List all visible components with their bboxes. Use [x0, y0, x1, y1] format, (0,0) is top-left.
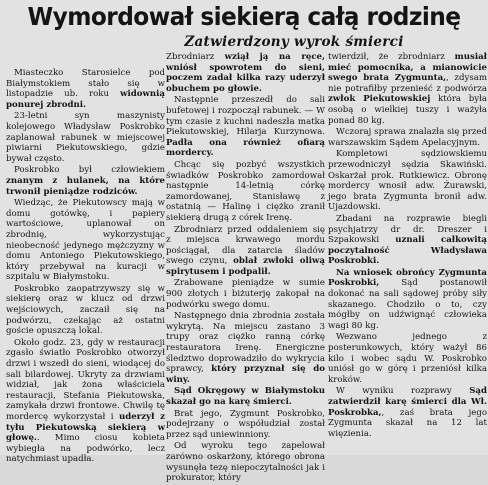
- bold-text-run: uznali całkowitą poczytalność Władysława Poskrobki.: [328, 235, 487, 267]
- text-run: W wyniku rozprawy: [336, 386, 470, 397]
- article-paragraph: [166, 278, 325, 310]
- text-run: 23-letni syn maszynisty kolejowego Władysław Poskrobko zaplanował rabunek w miejscowej piwiarni Piekutowskiego, gdzie bywał często.: [6, 111, 165, 164]
- text-run: Wiedząc, że Piekutowscy mają w domu gotówkę, i papiery wartościowe, uplanował on zbrodnię, wykorzystując nieobecność jedynego mężczyzny w domu Antoniego Piekutowskiego, który przebywał na kuracji w szpitalu w Białymstoku.: [6, 198, 165, 283]
- article-column-1: [6, 68, 165, 466]
- article-paragraph: [328, 386, 487, 439]
- text-run: Zbadani na rozprawie biegli psychjatrzy dr dr. Dreszer i Szpakowski: [328, 213, 487, 246]
- text-run: Chcąc się pozbyć wszystkich świadków Poskrobko zamordował następnie 14-letnią córkę zamordowanej, Stanisławę z ostatnią — Halinę i ciężko zranił siekierą drugą z córek Irenę.: [166, 159, 325, 223]
- article-column-3: [328, 52, 487, 440]
- article-paragraph: [166, 225, 325, 278]
- bold-text-run: Sąd Okręgowy w Białymstoku skazał go na karę śmierci.: [166, 386, 325, 407]
- text-run: Następnego dnia zbrodnia została wykrytą. Na miejscu zastano 3 trupy oraz ciężko ranną córkę restauratora Irenę. Energiczne śledztwo doprowadziło do wykrycia sprawcy,: [166, 311, 325, 375]
- bold-text-run: zwłok Piekutowskiej: [328, 94, 431, 105]
- bold-text-run: musiał mieć pomocnika, a mianowicie swego brata Zygmunta,: [328, 52, 487, 84]
- article-paragraph: [166, 441, 325, 483]
- article-paragraph: [166, 409, 325, 441]
- bold-text-run: Na wniosek obrońcy Zygmunta Poskrobki,: [328, 267, 487, 289]
- text-run: Następnie przeszedł do sali bufetowej i rozpoczął rabunek. — W tym czasie z kuchni nadeszła matka Piekutowskiej, Hilarja Kurzynowa.: [166, 95, 325, 138]
- text-run: Od wyroku tego zapelował zarówno oskarżony, którego obrona wysunęła tezę niepoczytalności jak i prokurator, który: [166, 441, 325, 484]
- bold-text-run: Padła ona również ofiarą mordercy.: [166, 137, 325, 159]
- article-paragraph: [6, 111, 165, 164]
- text-run: Poskrobko był człowiekiem: [14, 165, 165, 176]
- bold-text-run: Sąd zatwierdził karę śmierci dla Wł. Poskrobka,: [328, 386, 487, 418]
- bold-text-run: oblał zwłoki oliwą spirytusem i podpalił.: [166, 256, 325, 277]
- text-run: Miasteczko Starosielce pod Białymstokiem stało się w listopadzie ub. roku: [6, 68, 165, 100]
- article-paragraph: [166, 311, 325, 385]
- subheadline: Zatwierdzony wyrok śmierci: [184, 34, 404, 50]
- article-paragraph: [6, 68, 165, 110]
- text-run: Zbrodniarz przed oddaleniem się z miejsca krwawego mordu pościągał, dla zatarcia śladów swego czynu,: [166, 224, 325, 267]
- text-run: Wczoraj sprawa znalazła się przed warszawskim Sądem Apelacyjnym.: [328, 127, 487, 148]
- article-paragraph: [6, 284, 165, 337]
- bold-text-run: znanym z hulanek, na które trwonił pieniądze rodziców.: [6, 175, 165, 197]
- bold-text-run: uderzył z tyłu Piekutowską siekierą w głowę.: [6, 412, 166, 444]
- article-paragraph: [166, 52, 325, 94]
- article-paragraph: [6, 198, 165, 283]
- text-run: Brat jego, Zygmunt Poskrobko, podejrzany o współudział został przez sąd uniewinniony.: [166, 408, 325, 440]
- bold-text-run: który przyznał się do winy.: [166, 364, 325, 385]
- text-run: Kompletowi sędziowskiemu przewodniczył sędzia Skawiński. Oskarżał prok. Rutkiewicz. Obronę mordercy wnosił adw. Żurawski, jego brata Zygmunta bronił adw. Ujazdowski.: [328, 149, 487, 213]
- text-run: Zrabowane pieniądze w sumie 900 złotych i biżuterję zakopał na podwórku swego domu.: [166, 278, 325, 310]
- text-run: . Mimo ciosu kobieta wybiegła na podwórko, lecz natychmiast upadła.: [6, 433, 165, 465]
- article-paragraph: [328, 52, 487, 126]
- text-run: Sąd postanowił dokonać na sali sądowej próby siły skazanego. Chodziło o to, czy mógłby on udźwignąć człowieka wagi 80 kg.: [328, 278, 487, 331]
- text-run: która była osobą o wielkiej tuszy i ważyła ponad 80 kg.: [328, 94, 487, 126]
- bold-text-run: widownią ponurej zbrodni.: [6, 89, 165, 110]
- text-run: , zaś brata jego Zygmunta skazał na 12 lat więzienia.: [328, 407, 487, 439]
- article-paragraph: [328, 332, 487, 385]
- article-paragraph: [166, 386, 325, 407]
- text-run: Około godz. 23, gdy w restauracji zgasło światło Poskrobko otworzył drzwi i wszedł do sieni, wiodącej do sali bilardowej. Ukryty za drzwiami widział, jak żona właściciela restauracji, Stefania Piekutowska, zamykała drzwi frontowe. Chwilę tę mordercę wykorzystał i: [6, 337, 165, 422]
- article-paragraph: [6, 338, 165, 465]
- article-paragraph: [328, 127, 487, 148]
- article-paragraph: [328, 214, 487, 267]
- article-paragraph: [328, 149, 487, 213]
- article-paragraph: [166, 160, 325, 224]
- text-run: twierdził, że zbrodniarz: [328, 52, 455, 62]
- text-run: , zdysam nie potrafiłby przenieść z podwórza: [328, 73, 488, 94]
- bold-text-run: wziął ją na ręce, wniósł spowrotem do sieni, poczem zadał kilka razy uderzył obuchem po głowie.: [166, 52, 326, 94]
- text-run: Poskrobko zaopatrzywszy się w siekierę oraz w klucz od drzwi wejściowych, zaczaił się na podwórzu, czekając aż ostatni goście opuszczą lokal.: [6, 283, 165, 337]
- headline: Wymordował siekierą całą rodzinę: [27, 2, 461, 31]
- article-paragraph: [166, 95, 325, 159]
- text-run: Zbrodniarz: [166, 52, 225, 62]
- article-paragraph: [328, 268, 487, 332]
- article-paragraph: [6, 165, 165, 197]
- article-column-2: [166, 52, 325, 485]
- text-run: Wezwano jednego z posterunkowych, który ważył 86 kilo i wobec sądu W. Poskrobko uniósł go w górę i przeniósł kilka kroków.: [328, 332, 487, 385]
